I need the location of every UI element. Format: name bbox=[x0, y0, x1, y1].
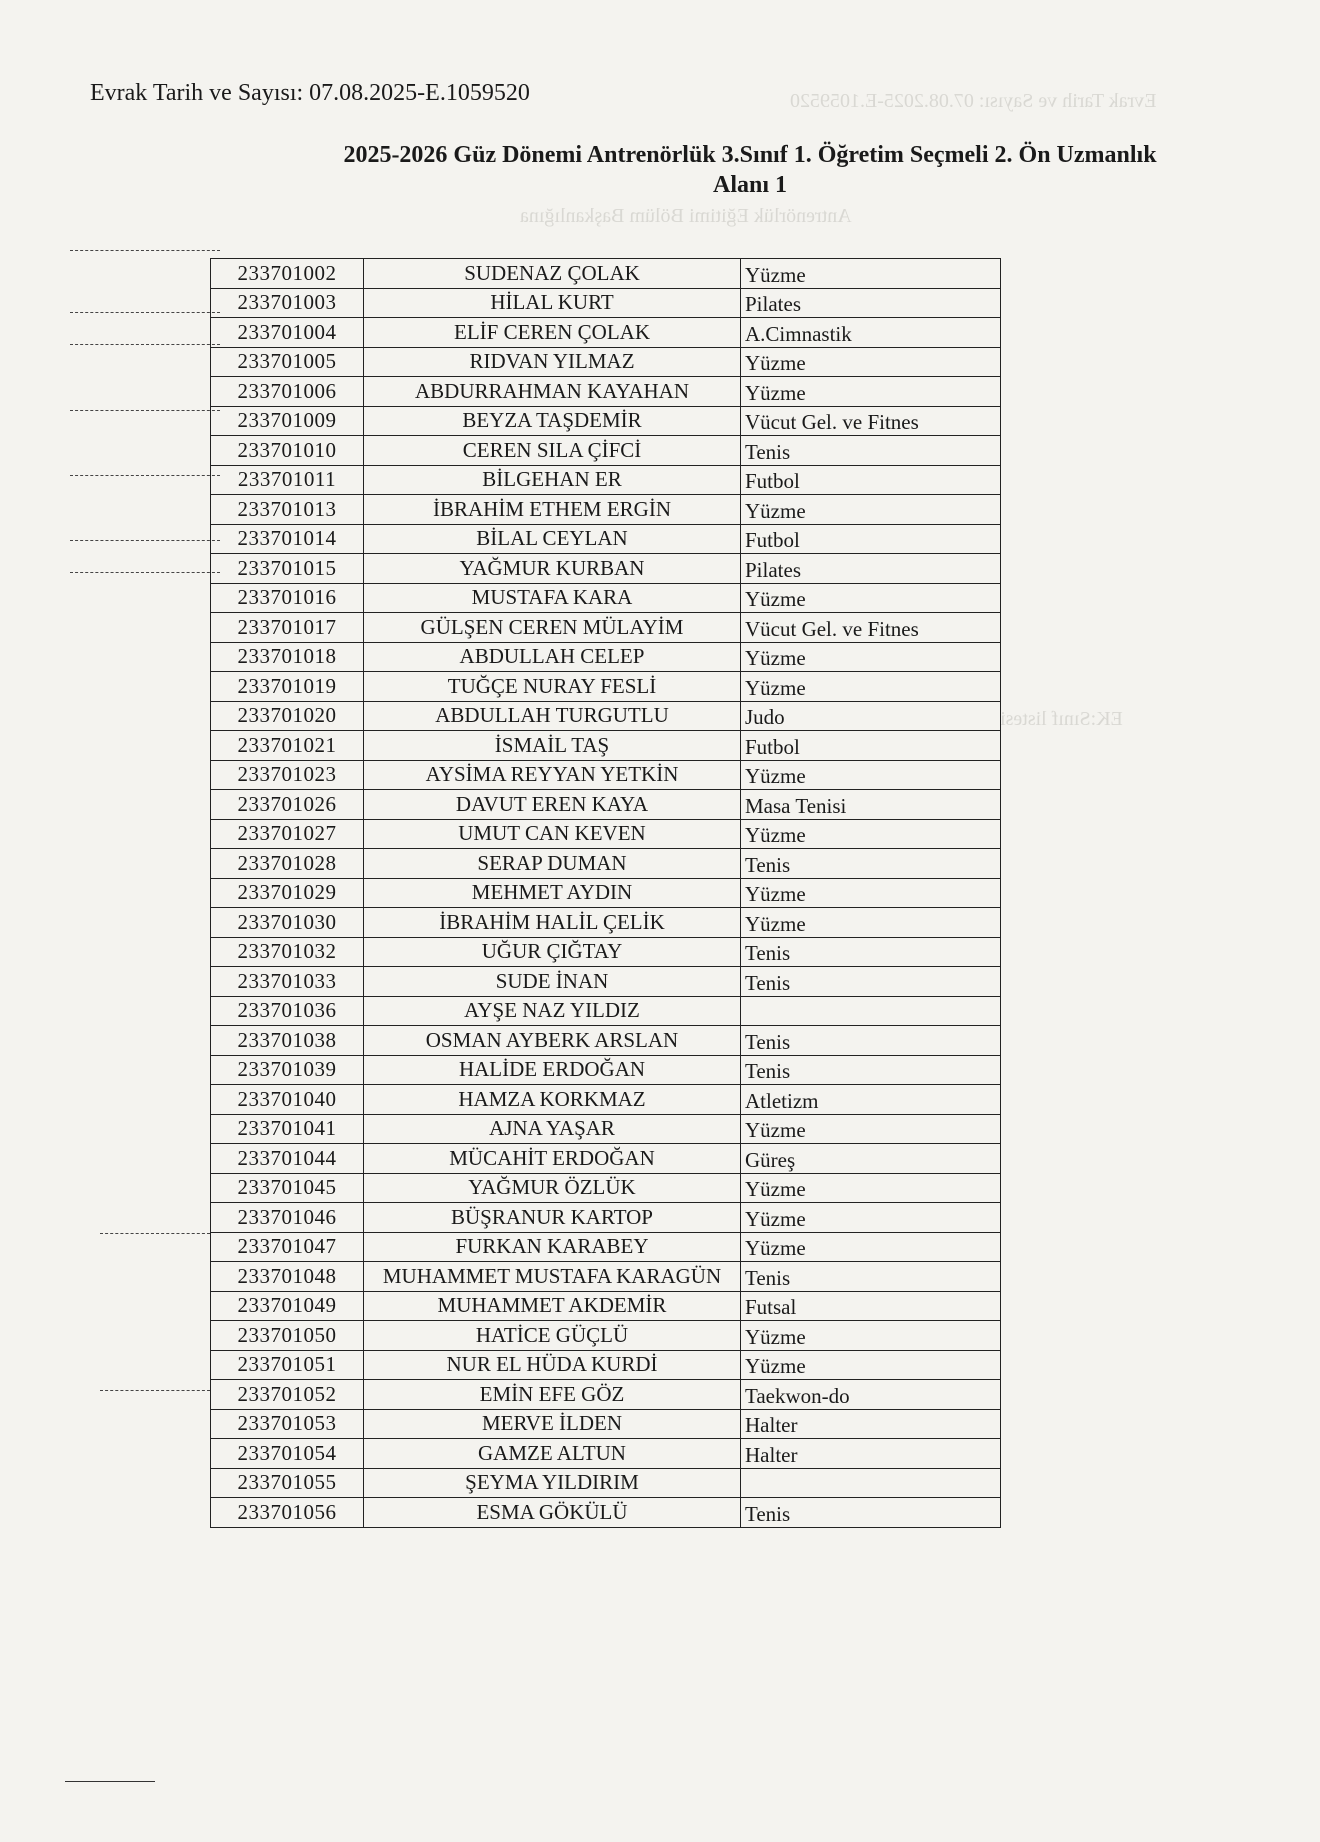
branch-cell: Tenis bbox=[741, 436, 1001, 466]
table-row bbox=[211, 908, 1001, 938]
branch-cell: Yüzme bbox=[741, 642, 1001, 672]
student-number-cell: 233701019 bbox=[211, 672, 364, 702]
student-number-cell: 233701009 bbox=[211, 406, 364, 436]
student-name-cell: BEYZA TAŞDEMİR bbox=[364, 406, 741, 436]
branch-cell: Atletizm bbox=[741, 1085, 1001, 1115]
student-name-cell: SUDENAZ ÇOLAK bbox=[364, 259, 741, 289]
table-row bbox=[211, 996, 1001, 1026]
branch-cell: Futsal bbox=[741, 1291, 1001, 1321]
student-name-cell: BÜŞRANUR KARTOP bbox=[364, 1203, 741, 1233]
student-number-cell: 233701010 bbox=[211, 436, 364, 466]
table-row bbox=[211, 1173, 1001, 1203]
branch-cell: Tenis bbox=[741, 1498, 1001, 1528]
table-row bbox=[211, 1321, 1001, 1351]
student-name-cell: BİLAL CEYLAN bbox=[364, 524, 741, 554]
branch-cell: Futbol bbox=[741, 465, 1001, 495]
scan-artifact-line bbox=[70, 475, 220, 476]
branch-cell: Judo bbox=[741, 701, 1001, 731]
student-name-cell: MERVE İLDEN bbox=[364, 1409, 741, 1439]
branch-cell: Yüzme bbox=[741, 259, 1001, 289]
student-number-cell: 233701052 bbox=[211, 1380, 364, 1410]
table-row bbox=[211, 731, 1001, 761]
student-name-cell: FURKAN KARABEY bbox=[364, 1232, 741, 1262]
table-row bbox=[211, 1380, 1001, 1410]
branch-cell: Yüzme bbox=[741, 1321, 1001, 1351]
scan-artifact-line bbox=[65, 1781, 155, 1782]
branch-cell: Tenis bbox=[741, 849, 1001, 879]
student-number-cell: 233701046 bbox=[211, 1203, 364, 1233]
student-number-cell: 233701028 bbox=[211, 849, 364, 879]
page-title bbox=[300, 140, 1200, 200]
branch-cell: Halter bbox=[741, 1439, 1001, 1469]
branch-cell: Güreş bbox=[741, 1144, 1001, 1174]
student-number-cell: 233701004 bbox=[211, 318, 364, 348]
student-name-cell: CEREN SILA ÇİFCİ bbox=[364, 436, 741, 466]
branch-cell: Futbol bbox=[741, 731, 1001, 761]
table-row bbox=[211, 406, 1001, 436]
table-row bbox=[211, 1498, 1001, 1528]
student-name-cell: AYŞE NAZ YILDIZ bbox=[364, 996, 741, 1026]
branch-cell: Halter bbox=[741, 1409, 1001, 1439]
student-name-cell: İBRAHİM HALİL ÇELİK bbox=[364, 908, 741, 938]
table-row bbox=[211, 878, 1001, 908]
student-name-cell: YAĞMUR KURBAN bbox=[364, 554, 741, 584]
table-row bbox=[211, 377, 1001, 407]
student-name-cell: DAVUT EREN KAYA bbox=[364, 790, 741, 820]
student-number-cell: 233701021 bbox=[211, 731, 364, 761]
student-number-cell: 233701005 bbox=[211, 347, 364, 377]
student-number-cell: 233701055 bbox=[211, 1468, 364, 1498]
branch-cell: Yüzme bbox=[741, 1232, 1001, 1262]
student-name-cell: AJNA YAŞAR bbox=[364, 1114, 741, 1144]
table-row bbox=[211, 524, 1001, 554]
branch-cell: Taekwon-do bbox=[741, 1380, 1001, 1410]
student-number-cell: 233701056 bbox=[211, 1498, 364, 1528]
student-number-cell: 233701011 bbox=[211, 465, 364, 495]
student-number-cell: 233701033 bbox=[211, 967, 364, 997]
student-number-cell: 233701018 bbox=[211, 642, 364, 672]
branch-cell: Tenis bbox=[741, 1262, 1001, 1292]
table-row bbox=[211, 259, 1001, 289]
student-name-cell: UĞUR ÇIĞTAY bbox=[364, 937, 741, 967]
student-number-cell: 233701045 bbox=[211, 1173, 364, 1203]
branch-cell: Yüzme bbox=[741, 377, 1001, 407]
branch-cell: Yüzme bbox=[741, 908, 1001, 938]
table-row bbox=[211, 318, 1001, 348]
student-name-cell: ABDULLAH TURGUTLU bbox=[364, 701, 741, 731]
student-table-body bbox=[211, 259, 1001, 1528]
scan-artifact-line bbox=[70, 312, 220, 313]
student-name-cell: HAMZA KORKMAZ bbox=[364, 1085, 741, 1115]
student-number-cell: 233701003 bbox=[211, 288, 364, 318]
branch-cell: Vücut Gel. ve Fitnes bbox=[741, 613, 1001, 643]
table-row bbox=[211, 495, 1001, 525]
bleed-through-text: Antrenörlük Eğitimi Bölüm Başkanlığına bbox=[520, 205, 852, 227]
student-number-cell: 233701049 bbox=[211, 1291, 364, 1321]
table-row bbox=[211, 613, 1001, 643]
table-row bbox=[211, 849, 1001, 879]
branch-cell bbox=[741, 996, 1001, 1026]
student-name-cell: ŞEYMA YILDIRIM bbox=[364, 1468, 741, 1498]
table-row bbox=[211, 1350, 1001, 1380]
branch-cell: Tenis bbox=[741, 967, 1001, 997]
table-row bbox=[211, 760, 1001, 790]
student-name-cell: ELİF CEREN ÇOLAK bbox=[364, 318, 741, 348]
branch-cell: Pilates bbox=[741, 554, 1001, 584]
student-number-cell: 233701013 bbox=[211, 495, 364, 525]
branch-cell: Yüzme bbox=[741, 878, 1001, 908]
student-number-cell: 233701038 bbox=[211, 1026, 364, 1056]
student-number-cell: 233701048 bbox=[211, 1262, 364, 1292]
branch-cell: Yüzme bbox=[741, 672, 1001, 702]
student-name-cell: MÜCAHİT ERDOĞAN bbox=[364, 1144, 741, 1174]
student-number-cell: 233701047 bbox=[211, 1232, 364, 1262]
student-number-cell: 233701020 bbox=[211, 701, 364, 731]
branch-cell: Yüzme bbox=[741, 495, 1001, 525]
branch-cell: Yüzme bbox=[741, 760, 1001, 790]
student-name-cell: MUHAMMET MUSTAFA KARAGÜN bbox=[364, 1262, 741, 1292]
branch-cell: Yüzme bbox=[741, 1173, 1001, 1203]
table-row bbox=[211, 672, 1001, 702]
student-name-cell: ABDULLAH CELEP bbox=[364, 642, 741, 672]
student-table bbox=[210, 258, 1001, 1528]
student-number-cell: 233701002 bbox=[211, 259, 364, 289]
branch-cell: Yüzme bbox=[741, 1350, 1001, 1380]
title-line-2: Alanı 1 bbox=[712, 172, 787, 198]
table-row bbox=[211, 465, 1001, 495]
student-name-cell: EMİN EFE GÖZ bbox=[364, 1380, 741, 1410]
table-row bbox=[211, 701, 1001, 731]
branch-cell: Yüzme bbox=[741, 1203, 1001, 1233]
student-number-cell: 233701054 bbox=[211, 1439, 364, 1469]
branch-cell: Yüzme bbox=[741, 1114, 1001, 1144]
student-name-cell: TUĞÇE NURAY FESLİ bbox=[364, 672, 741, 702]
student-name-cell: AYSİMA REYYAN YETKİN bbox=[364, 760, 741, 790]
bleed-through-text: Evrak Tarih ve Sayısı: 07.08.2025-E.1059520 bbox=[790, 90, 1157, 112]
table-row bbox=[211, 583, 1001, 613]
student-name-cell: OSMAN AYBERK ARSLAN bbox=[364, 1026, 741, 1056]
table-row bbox=[211, 790, 1001, 820]
student-name-cell: HALİDE ERDOĞAN bbox=[364, 1055, 741, 1085]
student-number-cell: 233701039 bbox=[211, 1055, 364, 1085]
student-number-cell: 233701040 bbox=[211, 1085, 364, 1115]
table-row bbox=[211, 1409, 1001, 1439]
student-name-cell: İSMAİL TAŞ bbox=[364, 731, 741, 761]
student-number-cell: 233701015 bbox=[211, 554, 364, 584]
student-number-cell: 233701032 bbox=[211, 937, 364, 967]
table-row bbox=[211, 1291, 1001, 1321]
branch-cell: Pilates bbox=[741, 288, 1001, 318]
table-row bbox=[211, 1055, 1001, 1085]
student-name-cell: UMUT CAN KEVEN bbox=[364, 819, 741, 849]
student-name-cell: ABDURRAHMAN KAYAHAN bbox=[364, 377, 741, 407]
student-number-cell: 233701006 bbox=[211, 377, 364, 407]
branch-cell bbox=[741, 1468, 1001, 1498]
student-number-cell: 233701030 bbox=[211, 908, 364, 938]
bleed-through-text: EK:Sınıf listesi bbox=[1000, 708, 1123, 730]
student-name-cell: SUDE İNAN bbox=[364, 967, 741, 997]
branch-cell: Tenis bbox=[741, 1055, 1001, 1085]
student-number-cell: 233701041 bbox=[211, 1114, 364, 1144]
table-row bbox=[211, 1439, 1001, 1469]
student-number-cell: 233701026 bbox=[211, 790, 364, 820]
table-row bbox=[211, 436, 1001, 466]
scan-artifact-line bbox=[70, 344, 220, 345]
student-name-cell: BİLGEHAN ER bbox=[364, 465, 741, 495]
table-row bbox=[211, 1232, 1001, 1262]
title-line-1: 2025-2026 Güz Dönemi Antrenörlük 3.Sınıf 1. Öğretim Seçmeli 2. Ön Uzmanlık bbox=[343, 142, 1157, 168]
student-number-cell: 233701053 bbox=[211, 1409, 364, 1439]
branch-cell: Futbol bbox=[741, 524, 1001, 554]
student-name-cell: HİLAL KURT bbox=[364, 288, 741, 318]
table-row bbox=[211, 967, 1001, 997]
scan-artifact-line bbox=[70, 572, 220, 573]
student-name-cell: MEHMET AYDIN bbox=[364, 878, 741, 908]
document-reference: Evrak Tarih ve Sayısı: 07.08.2025-E.1059520 bbox=[90, 80, 530, 106]
branch-cell: Yüzme bbox=[741, 819, 1001, 849]
student-name-cell: YAĞMUR ÖZLÜK bbox=[364, 1173, 741, 1203]
table-row bbox=[211, 937, 1001, 967]
branch-cell: Tenis bbox=[741, 1026, 1001, 1056]
branch-cell: Tenis bbox=[741, 937, 1001, 967]
branch-cell: A.Cimnastik bbox=[741, 318, 1001, 348]
branch-cell: Yüzme bbox=[741, 583, 1001, 613]
student-name-cell: MUSTAFA KARA bbox=[364, 583, 741, 613]
student-number-cell: 233701051 bbox=[211, 1350, 364, 1380]
table-row bbox=[211, 1203, 1001, 1233]
branch-cell: Yüzme bbox=[741, 347, 1001, 377]
scan-artifact-line bbox=[70, 540, 220, 541]
student-name-cell: RIDVAN YILMAZ bbox=[364, 347, 741, 377]
table-row bbox=[211, 288, 1001, 318]
student-number-cell: 233701044 bbox=[211, 1144, 364, 1174]
scan-artifact-line bbox=[70, 250, 220, 251]
branch-cell: Masa Tenisi bbox=[741, 790, 1001, 820]
student-number-cell: 233701027 bbox=[211, 819, 364, 849]
student-name-cell: GÜLŞEN CEREN MÜLAYİM bbox=[364, 613, 741, 643]
table-row bbox=[211, 819, 1001, 849]
student-name-cell: GAMZE ALTUN bbox=[364, 1439, 741, 1469]
student-number-cell: 233701017 bbox=[211, 613, 364, 643]
scan-artifact-line bbox=[100, 1233, 210, 1234]
student-name-cell: SERAP DUMAN bbox=[364, 849, 741, 879]
student-number-cell: 233701016 bbox=[211, 583, 364, 613]
branch-cell: Vücut Gel. ve Fitnes bbox=[741, 406, 1001, 436]
student-number-cell: 233701023 bbox=[211, 760, 364, 790]
scan-artifact-line bbox=[100, 1390, 210, 1391]
table-row bbox=[211, 554, 1001, 584]
student-number-cell: 233701050 bbox=[211, 1321, 364, 1351]
table-row bbox=[211, 642, 1001, 672]
student-number-cell: 233701036 bbox=[211, 996, 364, 1026]
student-number-cell: 233701029 bbox=[211, 878, 364, 908]
table-row bbox=[211, 347, 1001, 377]
table-row bbox=[211, 1085, 1001, 1115]
table-row bbox=[211, 1026, 1001, 1056]
student-name-cell: ESMA GÖKÜLÜ bbox=[364, 1498, 741, 1528]
scan-artifact-line bbox=[70, 410, 220, 411]
student-name-cell: NUR EL HÜDA KURDİ bbox=[364, 1350, 741, 1380]
student-name-cell: İBRAHİM ETHEM ERGİN bbox=[364, 495, 741, 525]
student-name-cell: MUHAMMET AKDEMİR bbox=[364, 1291, 741, 1321]
table-row bbox=[211, 1144, 1001, 1174]
table-row bbox=[211, 1114, 1001, 1144]
table-row bbox=[211, 1262, 1001, 1292]
student-number-cell: 233701014 bbox=[211, 524, 364, 554]
table-row bbox=[211, 1468, 1001, 1498]
student-name-cell: HATİCE GÜÇLÜ bbox=[364, 1321, 741, 1351]
